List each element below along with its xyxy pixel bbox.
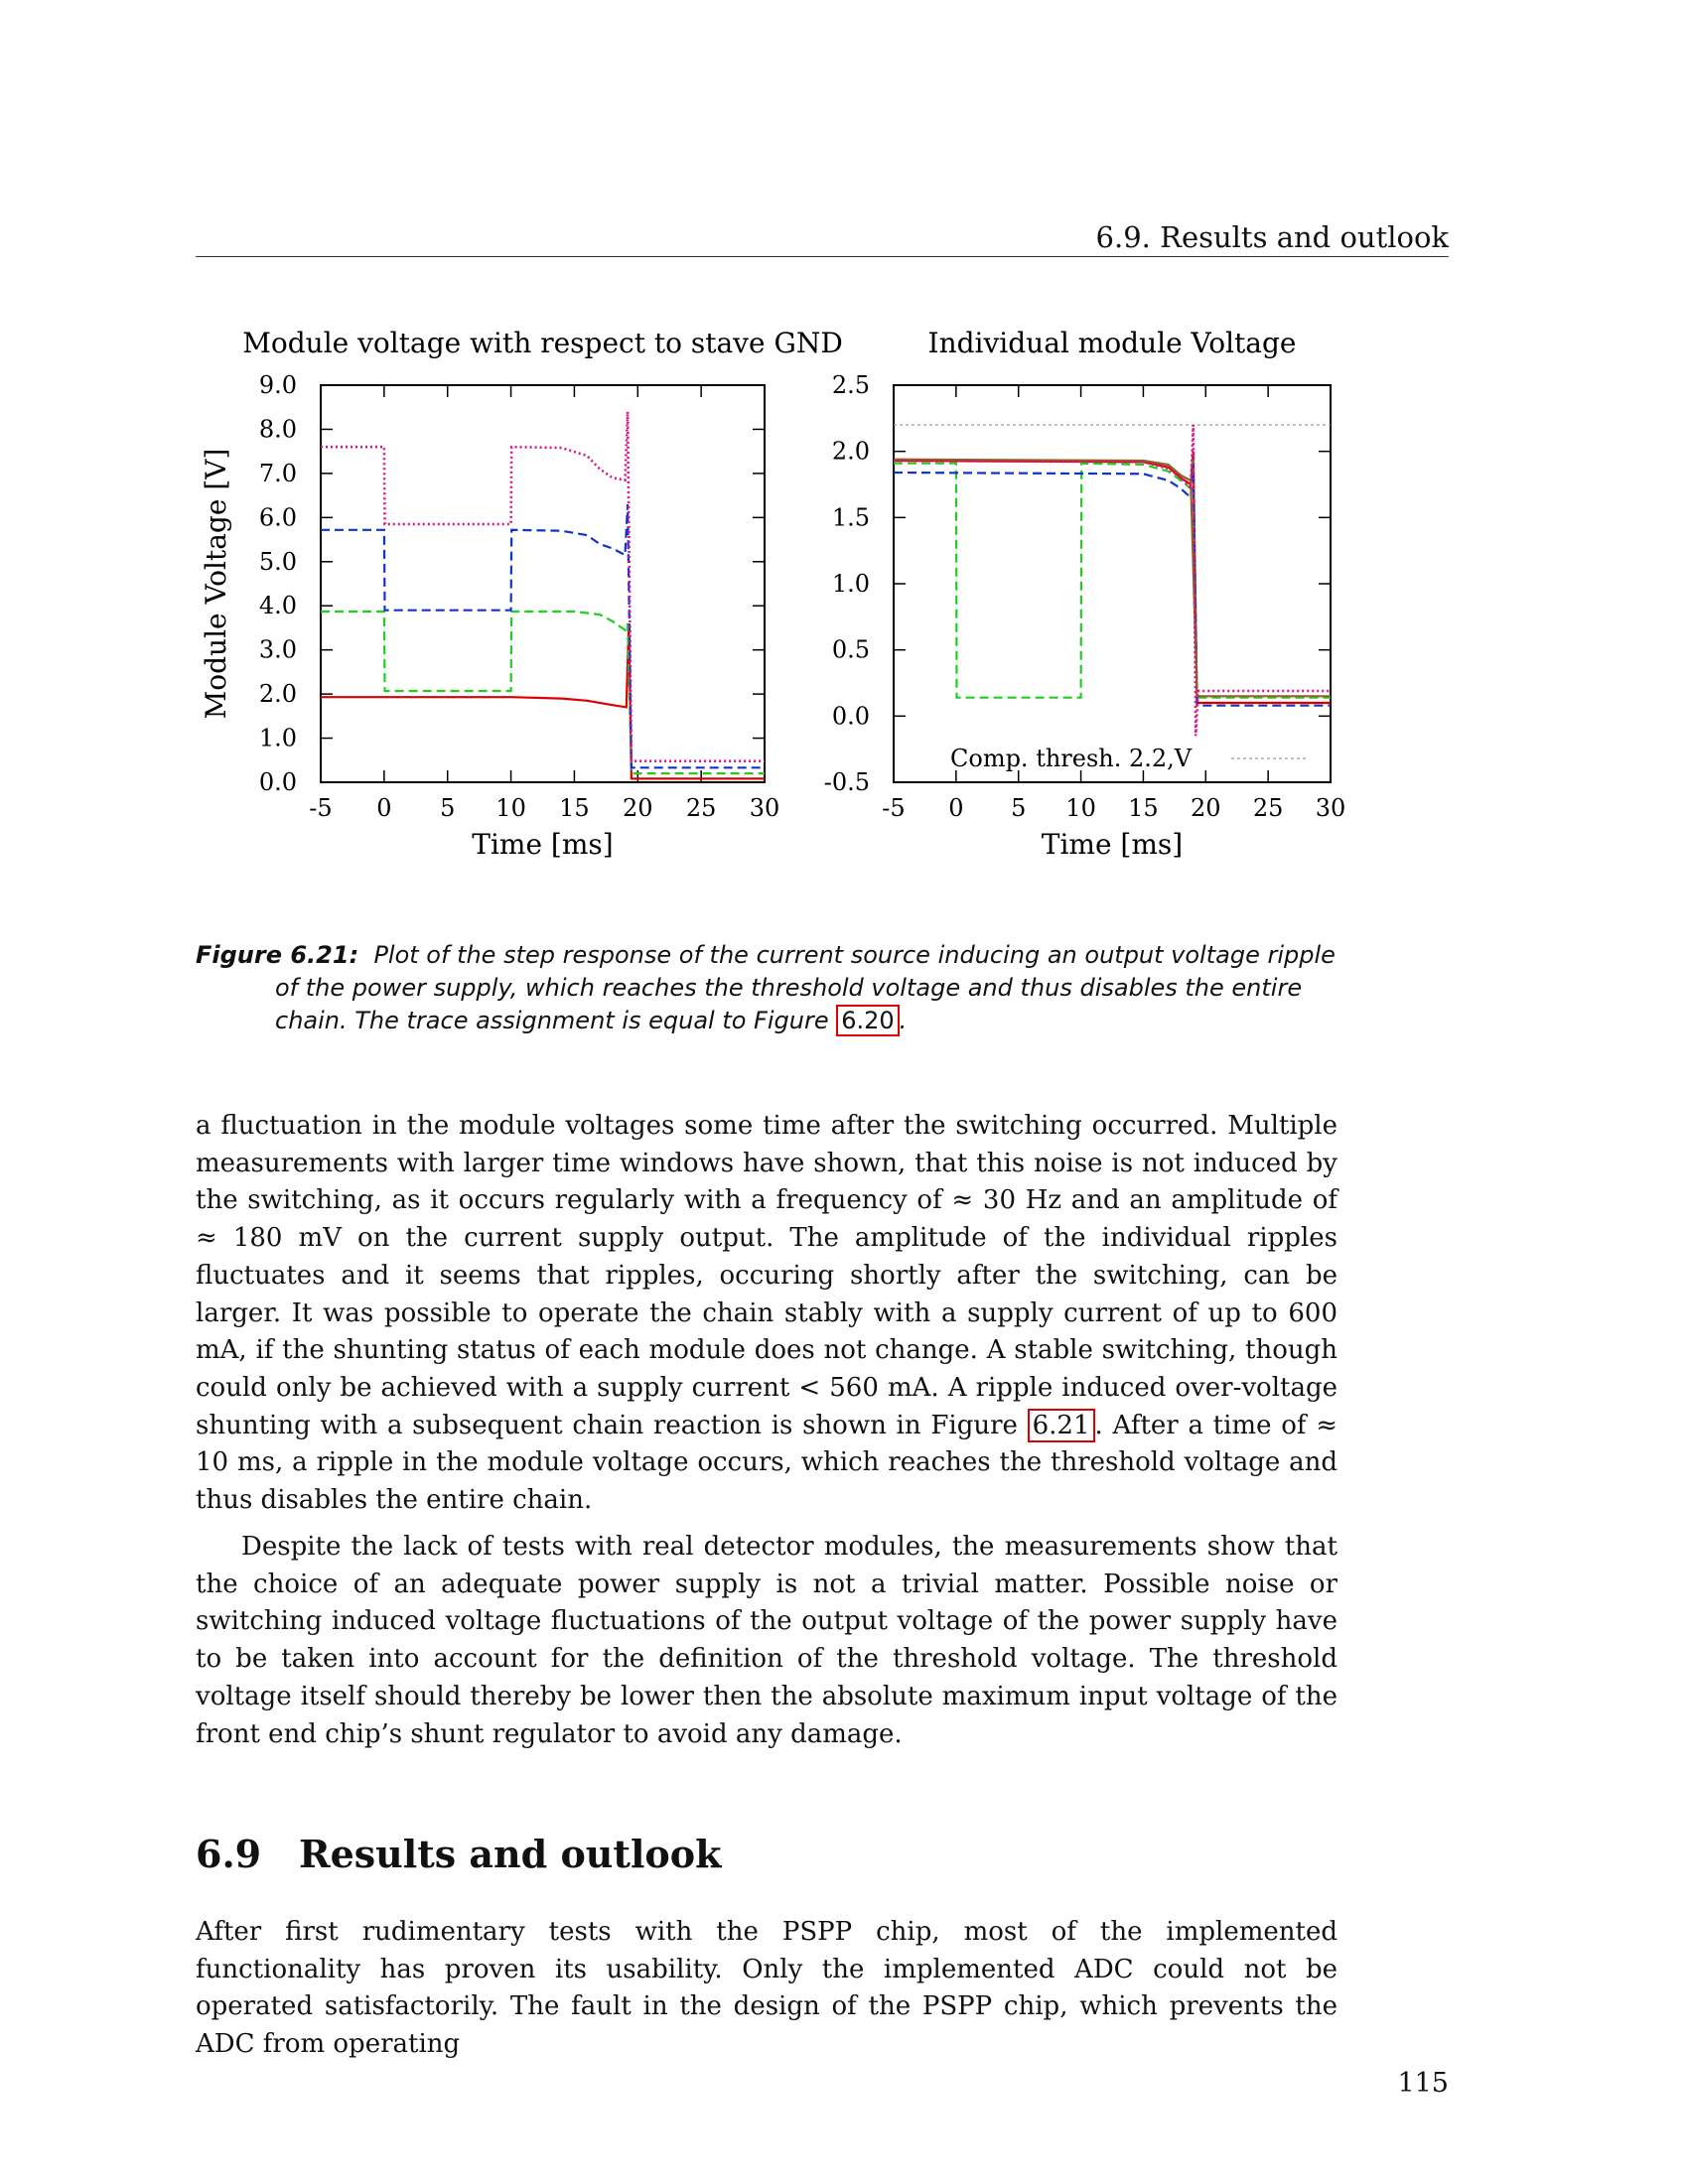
chart-individual-voltage [824,328,1346,861]
x-tick-label: 0 [948,794,964,822]
paragraph-3: After first rudimentary tests with the PSPP chip, most of the implemented functionality has proven its usability. Only the implemented ADC could not be operated satisfactorily. The fault in the design of the PSPP chip, which prevents the ADC from operating [196,1917,1337,2060]
figure-ref-link-6-21[interactable]: 6.21 [1028,1409,1095,1442]
y-tick-label: 4.0 [258,592,297,620]
section-number: 6.9 [196,1832,262,1876]
chart-module-voltage [200,328,843,861]
y-axis-label: Module Voltage [V] [200,448,232,720]
y-tick-label: 1.0 [258,724,297,752]
series-line [894,465,1331,706]
section-heading [196,1832,721,1876]
y-tick-label: 2.0 [831,437,870,466]
x-tick-label: 5 [1011,794,1027,822]
paragraph-1-text-b: . After a time of ≈ 10 ms, a ripple in the module voltage occurs, which reaches the threshold voltage and thus disables the entire chain. [196,1410,1337,1516]
y-tick-label: 8.0 [258,415,297,444]
x-tick-label: 0 [376,794,392,822]
x-tick-label: 15 [559,794,590,822]
y-tick-label: 2.0 [258,680,297,709]
legend-label: Comp. thresh. 2.2,V [950,745,1193,772]
y-tick-label: 6.0 [258,503,297,532]
y-tick-label: 2.5 [831,371,870,399]
y-tick-label: -0.5 [823,768,870,796]
figure-caption [196,939,1337,1037]
caption-end: . [899,1007,908,1034]
y-tick-label: 5.0 [258,547,297,576]
y-tick-label: 0.5 [831,635,870,664]
y-tick-label: 7.0 [258,459,297,487]
series-line [321,412,765,761]
header-rule [196,256,1449,257]
x-tick-label: 30 [749,794,780,822]
y-tick-label: 0.0 [831,702,870,731]
x-tick-label: 10 [1065,794,1096,822]
y-tick-label: 1.0 [831,570,870,598]
paragraph-2: Despite the lack of tests with real detector modules, the measurements show that the choice of an adequate power supply is not a trivial matter. Possible noise or switching induced voltage fluctuations of the output voltage of the power supply have to be taken into account for the definition of the threshold voltage. The threshold voltage itself should thereby be lower then the absolute maximum input voltage of the front end chip’s shunt regulator to avoid any damage. [196,1532,1337,1749]
y-tick-label: 9.0 [258,371,297,399]
x-tick-label: 10 [495,794,526,822]
caption-label: Figure 6.21: [196,941,359,969]
series-line [894,452,1331,703]
plot-frame [894,385,1331,782]
x-tick-label: 30 [1315,794,1346,822]
running-header: 6.9. Results and outlook [1095,220,1449,254]
series-line [321,623,765,778]
figure-6-21 [196,328,1365,884]
chart-title: Individual module Voltage [927,328,1297,359]
series-line [321,504,765,767]
x-tick-label: 20 [623,794,653,822]
paragraph-1 [196,1108,1337,1520]
x-tick-label: -5 [309,794,333,822]
page-number: 115 [1397,2068,1449,2099]
figure-ref-link[interactable]: 6.20 [836,1005,899,1036]
paragraph-1-text-a: a fluctuation in the module voltages some time after the switching occurred. Multiple measurements with larger time windows have shown, that this noise is not induced by the switching, as it occurs regularly with a frequency of ≈ 30 Hz and an amplitude of ≈ 180 mV on the current supply output. The amplitude of the individual ripples fluctuates and it seems that ripples, occuring shortly after the switching, can be larger. It was possible to operate the chain stably with a supply current of up to 600 mA, if the shunting status of each module does not change. A stable switching, though could only be achieved with a supply current < 560 mA. A ripple induced over-voltage shunting with a subsequent chain reaction is shown in Figure [196,1111,1337,1440]
x-axis-label: Time [ms] [472,828,614,861]
plot-frame [321,385,765,782]
y-tick-label: 0.0 [258,768,297,796]
section-title: Results and outlook [299,1832,722,1876]
x-tick-label: 25 [1252,794,1284,822]
x-axis-label: Time [ms] [1041,828,1184,861]
x-tick-label: 15 [1128,794,1159,822]
y-tick-label: 1.5 [831,503,870,532]
x-tick-label: 20 [1191,794,1221,822]
y-tick-label: 3.0 [258,635,297,664]
series-line [894,460,1331,697]
caption-text: Plot of the step response of the current source inducing an output voltage ripple of the power supply, which reaches the threshold voltage and thus disables the entire chain. The trace assignment is equal to Figure [275,941,1336,1034]
x-tick-label: 25 [685,794,717,822]
series-line [321,612,765,773]
series-line [894,458,1331,697]
series-line [894,425,1331,736]
x-tick-label: -5 [882,794,906,822]
x-tick-label: 5 [440,794,456,822]
chart-title: Module voltage with respect to stave GND [242,328,843,359]
